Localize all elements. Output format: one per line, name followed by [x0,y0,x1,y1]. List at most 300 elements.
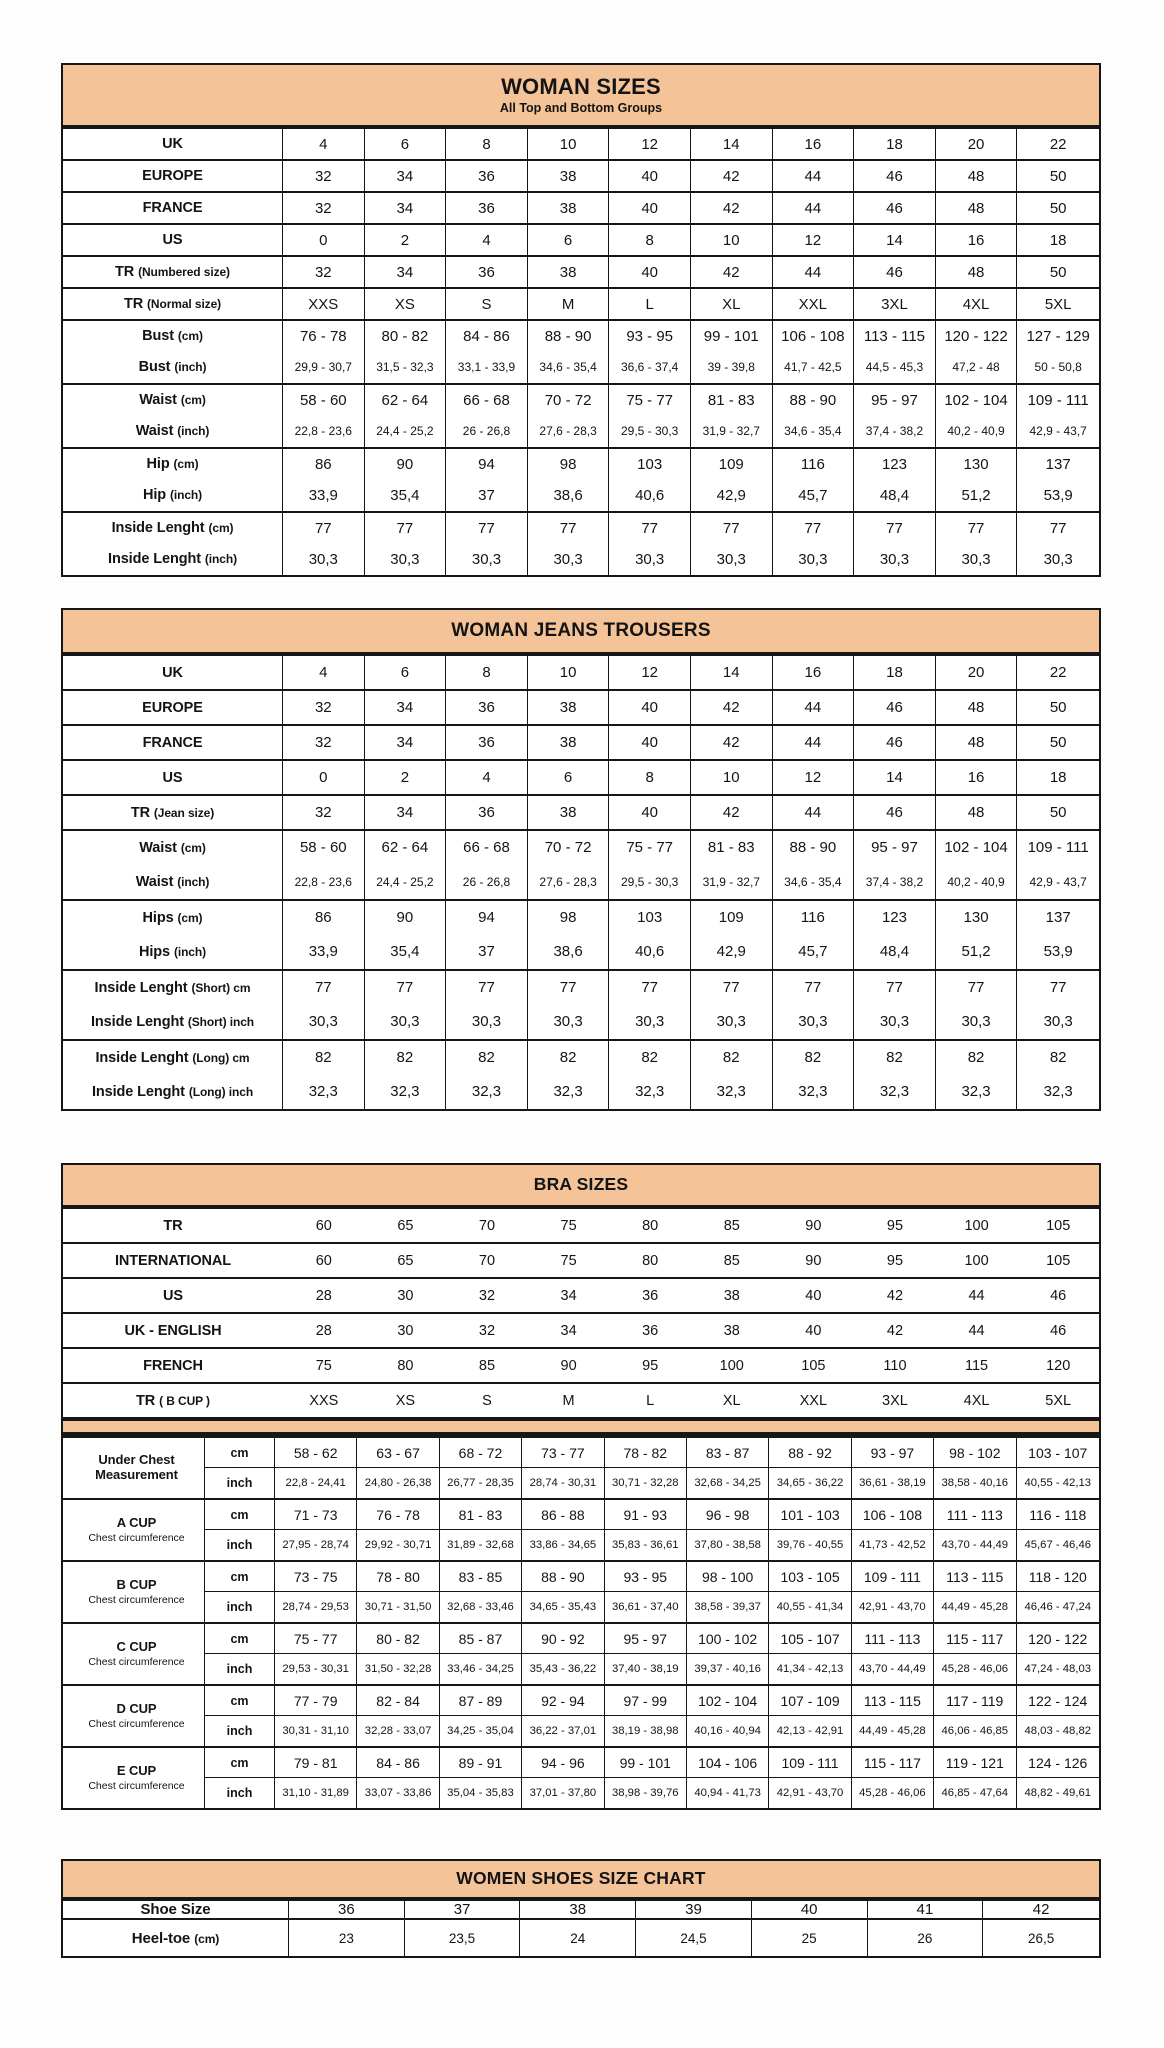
row-label: Inside Lenght (Long) inch [63,1074,283,1109]
value-cell: 34 [365,159,447,191]
value-cell: 99 - 101 [691,319,773,351]
value-cell: 50 [1017,159,1099,191]
value-cell: 30,3 [854,1004,936,1039]
table-row [63,1039,1099,1074]
value-cell: 90 [773,1242,855,1277]
value-cell: 42 [691,689,773,724]
table-row [63,654,1099,689]
value-cell: 42,91 - 43,70 [769,1777,851,1808]
value-cell: 32 [283,255,365,287]
value-cell: 32,3 [854,1074,936,1109]
value-cell: XXL [773,287,855,319]
value-cell: 40,6 [609,479,691,511]
value-cell: 26 - 26,8 [446,415,528,447]
value-cell: 32,68 - 34,25 [687,1467,769,1498]
value-cell: 35,4 [365,934,447,969]
value-cell: 62 - 64 [365,829,447,864]
value-cell: 34,6 - 35,4 [528,351,610,383]
value-cell: 42 [691,191,773,223]
value-cell: 100 [936,1207,1018,1242]
table-row [63,1467,1099,1498]
value-cell: 45,28 - 46,06 [852,1777,934,1808]
table-row [63,223,1099,255]
value-cell: 36 [446,689,528,724]
value-cell: 32,3 [936,1074,1018,1109]
value-cell: 42,9 - 43,7 [1029,424,1087,438]
row-label: Hip (inch) [63,479,283,511]
value-cell: 36,6 - 37,4 [609,351,691,383]
value-cell: 39,37 - 40,16 [687,1653,769,1684]
value-cell: 46,06 - 46,85 [934,1715,1016,1746]
value-cell: 37 [446,479,528,511]
table-row [63,159,1099,191]
value-cell: 88 - 90 [528,319,610,351]
value-cell: 4 [446,759,528,794]
value-cell: 105 [773,1347,855,1382]
table-row [63,287,1099,319]
value-cell: 42 [854,1277,936,1312]
value-cell: 26,5 [983,1918,1099,1956]
row-label: Shoe Size [63,1899,289,1918]
value-cell: 30,3 [691,543,773,575]
value-cell: 44,5 - 45,3 [854,351,936,383]
woman-sizes-header [61,63,1101,125]
value-cell: 40 [773,1277,855,1312]
row-label: D CUP Chest circumference [63,1684,205,1746]
value-cell: 34,65 - 36,22 [769,1467,851,1498]
separator-band [61,1419,1101,1434]
value-cell: 28 [283,1277,365,1312]
table-row [63,127,1099,159]
value-cell: 101 - 103 [769,1498,851,1529]
value-cell: 44 [773,191,855,223]
unit-cell: inch [205,1467,275,1498]
value-cell: 39,76 - 40,55 [769,1529,851,1560]
value-cell: 75 [528,1207,610,1242]
value-cell: 137 [1017,899,1099,934]
value-cell: 32,3 [1043,1083,1073,1100]
value-cell: XL [691,1382,773,1417]
value-cell: 78 - 80 [357,1560,439,1591]
row-label: TR (Normal size) [63,287,283,319]
value-cell: 28,74 - 30,31 [522,1467,604,1498]
value-cell: 44 [773,159,855,191]
table-row [63,1899,1099,1918]
value-cell: 30,3 [446,1004,528,1039]
value-cell: 88 - 90 [773,829,855,864]
value-cell: 39 - 39,8 [691,351,773,383]
value-cell: 118 - 120 [1017,1560,1099,1591]
value-cell: 73 - 75 [275,1560,357,1591]
value-cell: 32,3 [365,1074,447,1109]
value-cell: 77 [609,969,691,1004]
value-cell: 24,5 [636,1918,752,1956]
value-cell: 70 - 72 [528,829,610,864]
value-cell: 104 - 106 [687,1746,769,1777]
value-cell: 120 - 122 [1017,1622,1099,1653]
value-cell: 82 [1017,1039,1099,1074]
value-cell: 48 [936,159,1018,191]
value-cell: 35,83 - 36,61 [605,1529,687,1560]
bra-sizes-table [61,1205,1101,1419]
value-cell: 30,3 [528,1004,610,1039]
value-cell: 75 [283,1347,365,1382]
value-cell: 98 - 102 [934,1436,1016,1467]
value-cell: 2 [365,223,447,255]
value-cell: 40 [752,1899,868,1918]
value-cell: 32 [283,689,365,724]
value-cell: 27,6 - 28,3 [528,864,610,899]
value-cell: 14 [691,127,773,159]
value-cell: 47,24 - 48,03 [1017,1653,1099,1684]
value-cell: 58 - 62 [275,1436,357,1467]
value-cell: 45,67 - 46,46 [1017,1529,1099,1560]
value-cell: 85 - 87 [440,1622,522,1653]
value-cell: 28,74 - 29,53 [275,1591,357,1622]
value-cell: 77 - 79 [275,1684,357,1715]
value-cell: 77 [1017,969,1099,1004]
value-cell: 42 [691,724,773,759]
value-cell: 4XL [936,1382,1018,1417]
value-cell: 44,49 - 45,28 [852,1715,934,1746]
value-cell: 42 [691,159,773,191]
value-cell: XXS [283,1382,365,1417]
value-cell: 30,3 [609,543,691,575]
table-row [63,351,1099,383]
value-cell: 22,8 - 23,6 [283,415,365,447]
table-row [63,1746,1099,1777]
value-cell: 18 [1017,223,1099,255]
value-cell: 76 - 78 [357,1498,439,1529]
value-cell: 45,7 [773,479,855,511]
value-cell: 95 - 97 [854,383,936,415]
value-cell: 40,6 [609,934,691,969]
value-cell: 46,46 - 47,24 [1017,1591,1099,1622]
table-row [63,415,1099,447]
table-row [63,934,1099,969]
value-cell: 23 [289,1918,405,1956]
value-cell: 86 [283,447,365,479]
value-cell: 30,3 [528,543,610,575]
value-cell: 31,9 - 32,7 [691,415,773,447]
row-label: TR [63,1207,283,1242]
value-cell: 77 [528,969,610,1004]
value-cell: 117 - 119 [934,1684,1016,1715]
value-cell: 32,68 - 33,46 [440,1591,522,1622]
value-cell: 30,3 [365,543,447,575]
value-cell: 44 [936,1277,1018,1312]
table-row [63,1074,1099,1109]
value-cell: 97 - 99 [605,1684,687,1715]
value-cell: 31,5 - 32,3 [365,351,447,383]
value-cell: 99 - 101 [605,1746,687,1777]
value-cell: 85 [691,1207,773,1242]
row-label: UK [63,127,283,159]
value-cell: 35,04 - 35,83 [440,1777,522,1808]
row-label: TR ( B CUP ) [63,1382,283,1417]
value-cell: 30 [365,1277,447,1312]
value-cell: 30,3 [936,543,1018,575]
row-label: Waist (cm) [63,829,283,864]
value-cell: 30,3 [446,543,528,575]
value-cell: 38,19 - 38,98 [605,1715,687,1746]
value-cell: 44 [773,689,855,724]
value-cell: 50 - 50,8 [1034,360,1082,374]
value-cell: 116 [773,447,855,479]
value-cell: 42 [691,794,773,829]
value-cell: 40 [609,724,691,759]
value-cell: 20 [936,654,1018,689]
value-cell: 22,8 - 24,41 [275,1467,357,1498]
value-cell: 77 [691,511,773,543]
value-cell: 42,9 [691,479,773,511]
value-cell: 58 - 60 [283,829,365,864]
table-row [63,1436,1099,1467]
value-cell: 46 [1017,1277,1099,1312]
value-cell: 53,9 [1043,486,1073,504]
value-cell: 34,65 - 35,43 [522,1591,604,1622]
value-cell: 109 - 111 [769,1746,851,1777]
value-cell: 24,4 - 25,2 [365,415,447,447]
value-cell: 77 [936,969,1018,1004]
value-cell: 34 [365,794,447,829]
value-cell: 10 [528,127,610,159]
value-cell: 4 [283,127,365,159]
value-cell: 77 [446,969,528,1004]
value-cell: 41,7 - 42,5 [773,351,855,383]
value-cell: 77 [773,969,855,1004]
table-row [63,1277,1099,1312]
value-cell: 123 [854,899,936,934]
value-cell: 109 [691,899,773,934]
value-cell: 40,2 - 40,9 [936,415,1018,447]
value-cell: 103 [609,899,691,934]
value-cell: 38,58 - 39,37 [687,1591,769,1622]
value-cell: 48 [936,255,1018,287]
table-row [63,1312,1099,1347]
table-row [63,1347,1099,1382]
value-cell: 35,4 [365,479,447,511]
value-cell: 37,4 - 38,2 [854,864,936,899]
value-cell: 34,6 - 35,4 [773,415,855,447]
value-cell: 120 - 122 [936,319,1018,351]
table-row [63,1653,1099,1684]
value-cell: 124 - 126 [1017,1746,1099,1777]
value-cell: 20 [936,127,1018,159]
value-cell: 82 [609,1039,691,1074]
table-title: WOMAN SIZES [501,73,661,99]
value-cell: 28 [283,1312,365,1347]
value-cell: 82 [283,1039,365,1074]
value-cell: 43,70 - 44,49 [934,1529,1016,1560]
row-label: EUROPE [63,689,283,724]
shoes-table [61,1897,1101,1958]
value-cell: 23,5 [405,1918,521,1956]
woman-jeans-header [61,608,1101,652]
table-row [63,1715,1099,1746]
value-cell: 37,80 - 38,58 [687,1529,769,1560]
value-cell: 116 - 118 [1017,1498,1099,1529]
value-cell: 40,55 - 42,13 [1017,1467,1099,1498]
row-label: Heel-toe (cm) [63,1918,289,1956]
value-cell: 47,2 - 48 [936,351,1018,383]
value-cell: 77 [1017,511,1099,543]
value-cell: 45,28 - 46,06 [934,1653,1016,1684]
value-cell: 127 - 129 [1017,319,1099,351]
value-cell: 40 [609,794,691,829]
value-cell: 45,7 [773,934,855,969]
value-cell: 77 [609,511,691,543]
value-cell: 12 [609,654,691,689]
value-cell: 12 [609,127,691,159]
value-cell: 102 - 104 [936,383,1018,415]
value-cell: 75 - 77 [609,829,691,864]
value-cell: 123 [854,447,936,479]
value-cell: 68 - 72 [440,1436,522,1467]
value-cell: 77 [365,511,447,543]
value-cell: 98 [528,447,610,479]
value-cell: 53,9 [1043,943,1073,960]
value-cell: 51,2 [936,934,1018,969]
value-cell: 32 [283,794,365,829]
row-label: TR (Numbered size) [63,255,283,287]
value-cell: 36 [609,1277,691,1312]
value-cell: 41,73 - 42,52 [852,1529,934,1560]
value-cell: 30,3 [1043,550,1073,568]
row-label: FRANCE [63,724,283,759]
value-cell: 88 - 90 [522,1560,604,1591]
value-cell: 27,6 - 28,3 [528,415,610,447]
shoes-header [61,1859,1101,1897]
value-cell: 37,01 - 37,80 [522,1777,604,1808]
value-cell: 32,3 [773,1074,855,1109]
value-cell: 38,58 - 40,16 [934,1467,1016,1498]
value-cell: 8 [446,654,528,689]
value-cell: 109 - 111 [1017,829,1099,864]
value-cell: 36 [446,255,528,287]
table-row [63,1382,1099,1417]
value-cell: 43,70 - 44,49 [852,1653,934,1684]
value-cell: 44 [773,794,855,829]
table-row [63,1207,1099,1242]
row-label: EUROPE [63,159,283,191]
value-cell: 103 - 105 [769,1560,851,1591]
value-cell: 38,98 - 39,76 [605,1777,687,1808]
table-row [63,1684,1099,1715]
table-row [63,794,1099,829]
value-cell: 30,3 [283,1004,365,1039]
row-label: Under Chest Measurement [63,1436,205,1498]
row-label: E CUP Chest circumference [63,1746,205,1808]
value-cell: 25 [752,1918,868,1956]
value-cell: 36 [609,1312,691,1347]
row-label: Waist (cm) [63,383,283,415]
table-row [63,689,1099,724]
value-cell: 48 [936,794,1018,829]
value-cell: 90 [528,1347,610,1382]
value-cell: 40,16 - 40,94 [687,1715,769,1746]
value-cell: 41 [868,1899,984,1918]
value-cell: 22 [1017,127,1099,159]
bra-cup-table [61,1434,1101,1810]
value-cell: 122 - 124 [1017,1684,1099,1715]
value-cell: 46 [854,724,936,759]
row-label: UK [63,654,283,689]
table-row [63,864,1099,899]
value-cell: 30,3 [365,1004,447,1039]
value-cell: 98 - 100 [687,1560,769,1591]
value-cell: 24,4 - 25,2 [365,864,447,899]
value-cell: 65 [365,1207,447,1242]
value-cell: 14 [854,223,936,255]
value-cell: 18 [854,127,936,159]
value-cell: 30,31 - 31,10 [275,1715,357,1746]
value-cell: 32 [283,724,365,759]
value-cell: 38 [520,1899,636,1918]
value-cell: 102 - 104 [936,829,1018,864]
value-cell: 12 [773,223,855,255]
value-cell: 109 - 111 [1017,383,1099,415]
value-cell: 2 [365,759,447,794]
row-label: FRANCE [63,191,283,223]
value-cell: 77 [446,511,528,543]
value-cell: 3XL [854,287,936,319]
value-cell: 32,3 [528,1074,610,1109]
value-cell: 115 - 117 [852,1746,934,1777]
value-cell: 46,85 - 47,64 [934,1777,1016,1808]
row-label: Hip (cm) [63,447,283,479]
value-cell: 22,8 - 23,6 [283,864,365,899]
value-cell: 35,43 - 36,22 [522,1653,604,1684]
woman-jeans-section [61,608,1101,1111]
value-cell: 5XL [1017,287,1099,319]
value-cell: 37,40 - 38,19 [605,1653,687,1684]
table-subtitle: All Top and Bottom Groups [499,101,663,116]
value-cell: 78 - 82 [605,1436,687,1467]
value-cell: 71 - 73 [275,1498,357,1529]
table-row [63,1498,1099,1529]
value-cell: 32 [283,191,365,223]
table-row [63,1004,1099,1039]
table-row [63,1529,1099,1560]
value-cell: 116 [773,899,855,934]
value-cell: 36 [289,1899,405,1918]
row-label: US [63,223,283,255]
value-cell: 31,50 - 32,28 [357,1653,439,1684]
value-cell: 34,6 - 35,4 [773,864,855,899]
value-cell: 26,77 - 28,35 [440,1467,522,1498]
table-row [63,829,1099,864]
value-cell: XL [691,287,773,319]
value-cell: 83 - 87 [687,1436,769,1467]
row-label: Inside Lenght (inch) [63,543,283,575]
value-cell: 10 [691,223,773,255]
value-cell: 14 [691,654,773,689]
value-cell: 70 [446,1207,528,1242]
value-cell: 10 [691,759,773,794]
value-cell: 90 [365,899,447,934]
value-cell: 50 [1017,191,1099,223]
value-cell: 48 [936,191,1018,223]
value-cell: 84 - 86 [357,1746,439,1777]
row-label: US [63,1277,283,1312]
value-cell: 80 [609,1207,691,1242]
value-cell: 40,94 - 41,73 [687,1777,769,1808]
unit-cell: cm [205,1684,275,1715]
table-row [63,511,1099,543]
value-cell: 42,9 - 43,7 [1029,874,1087,889]
value-cell: 44 [773,255,855,287]
